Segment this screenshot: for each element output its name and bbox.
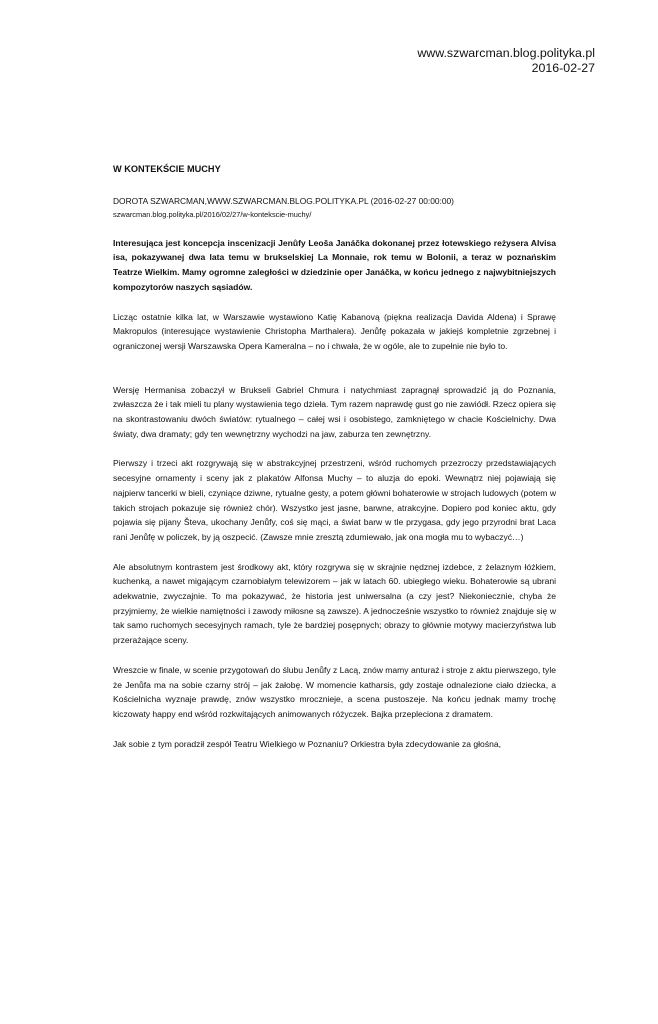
article-title: W KONTEKŚCIE MUCHY [113, 164, 221, 174]
article-lead: Interesująca jest koncepcja inscenizacji Jenůfy Leoša Janáčka dokonanej przez łotewskiego reżysera Alvisa isa, pokazywanej dwa lata temu w brukselskiej La Monnaie, rok temu w Bolonii, a teraz w poznańskim Teatrze Wielkim. Mamy ogromne zaległości w dziedzinie oper Janáčka, w końcu jednego z najwybitniejszych kompozytorów naszych sąsiadów. [113, 237, 556, 292]
article-paragraph: Pierwszy i trzeci akt rozgrywają się w abstrakcyjnej przestrzeni, wśród ruchomych przezroczy przedstawiających secesyjne ornamenty i sceny jak z plakatów Alfonsa Muchy – to aluzja do epoki. Wewnątrz niej pojawiają się najpierw tancerki w bieli, czyniące dziwne, rytualne gesty, a potem główni bohaterowie w strojach ludowych (potem w takich strojach pokazuje się również chór). Wszystko jest jasne, barwne, atrakcyjne. Dopiero pod koniec aktu, gdy pojawia się pijany Števa, ukochany Jenůfy, coś się mąci, a świat barw w tle przygasa, gdy jego przyrodni brat Laca rani Jenůfę w policzek, by ją oszpecić. (Zawsze mnie zresztą zdumiewało, jak ona mogła mu to wybaczyć…) [113, 458, 556, 542]
source-date: 2016-02-27 [531, 61, 595, 75]
article-paragraph: Wersję Hermanisa zobaczył w Brukseli Gabriel Chmura i natychmiast zapragnął sprowadzić ją do Poznania, zwłaszcza że i tak mieli tu plany wystawienia tego dzieła. Tym razem naprawdę gust go nie zawiódł. Rzecz opiera się na skontrastowaniu dwóch światów: rytualnego – całej wsi i osobistego, zamkniętego w chacie Kościelnichy. Dwa światy, dwa dramaty; gdy ten wewnętrzny wychodzi na jaw, zaburza ten zewnętrzny. [113, 384, 556, 439]
article-url: szwarcman.blog.polityka.pl/2016/02/27/w-kontekscie-muchy/ [113, 209, 312, 219]
article-byline: DOROTA SZWARCMAN,WWW.SZWARCMAN.BLOG.POLITYKA.PL (2016-02-27 00:00:00) [113, 195, 454, 206]
article-paragraph: Wreszcie w finale, w scenie przygotowań do ślubu Jenůfy z Lacą, znów mamy anturaż i stroje z aktu pierwszego, tyle że Jenůfa ma na sobie czarny strój – jak żałobę. W momencie katharsis, gdy zostaje odnalezione ciało dziecka, a Kościelnicha wyznaje prawdę, znów wszystko mroczniejе, a scena pustoszeje. Na końcu jednak mamy trochę kiczowaty happy end wśród rozkwitających animowanych różyczek. Bajka przepleciona z dramatem. [113, 664, 556, 719]
article [113, 162, 556, 766]
article-paragraph: Ale absolutnym kontrastem jest środkowy akt, który rozgrywa się w skrajnie nędznej izdebce, z żelaznym łóżkiem, kuchenką, a nawet migającym czarnobiałym telewizorem – jak w latach 60. ubiegłego wieku. Bohaterowie są ubrani adekwatnie, zwyczajnie. To ma pokazywać, że historia jest uniwersalna (a czy jest? Niekoniecznie, chyba że przyjmiemy, że wielkie namiętności i zawody miłosne są zawsze). A jednocześnie wszystko to również znajduje się w tak samo ruchomych secesyjnych ramach, tyle że bardziej posępnych; obrazy to głównie motywy macierzyństwa lub przerażające sceny. [113, 561, 556, 646]
article-paragraph: Licząc ostatnie kilka lat, w Warszawie wystawiono Katię Kabanovą (piękna realizacja Davida Aldena) i Sprawę Makropulos (interesujące wystawienie Christopha Marthalera). Jenůfę pokazała w jakiejś kompletnie zgrzebnej i ograniczonej wersji Warszawska Opera Kameralna – no i chwała, że w ogóle, ale to zupełnie nie było to. [113, 311, 556, 351]
source-site: www.szwarcman.blog.polityka.pl [417, 46, 595, 60]
article-paragraph: Jak sobie z tym poradził zespół Teatru Wielkiego w Poznaniu? Orkiestra była zdecydowanie za głośna, [113, 738, 501, 749]
source-header [295, 46, 595, 76]
